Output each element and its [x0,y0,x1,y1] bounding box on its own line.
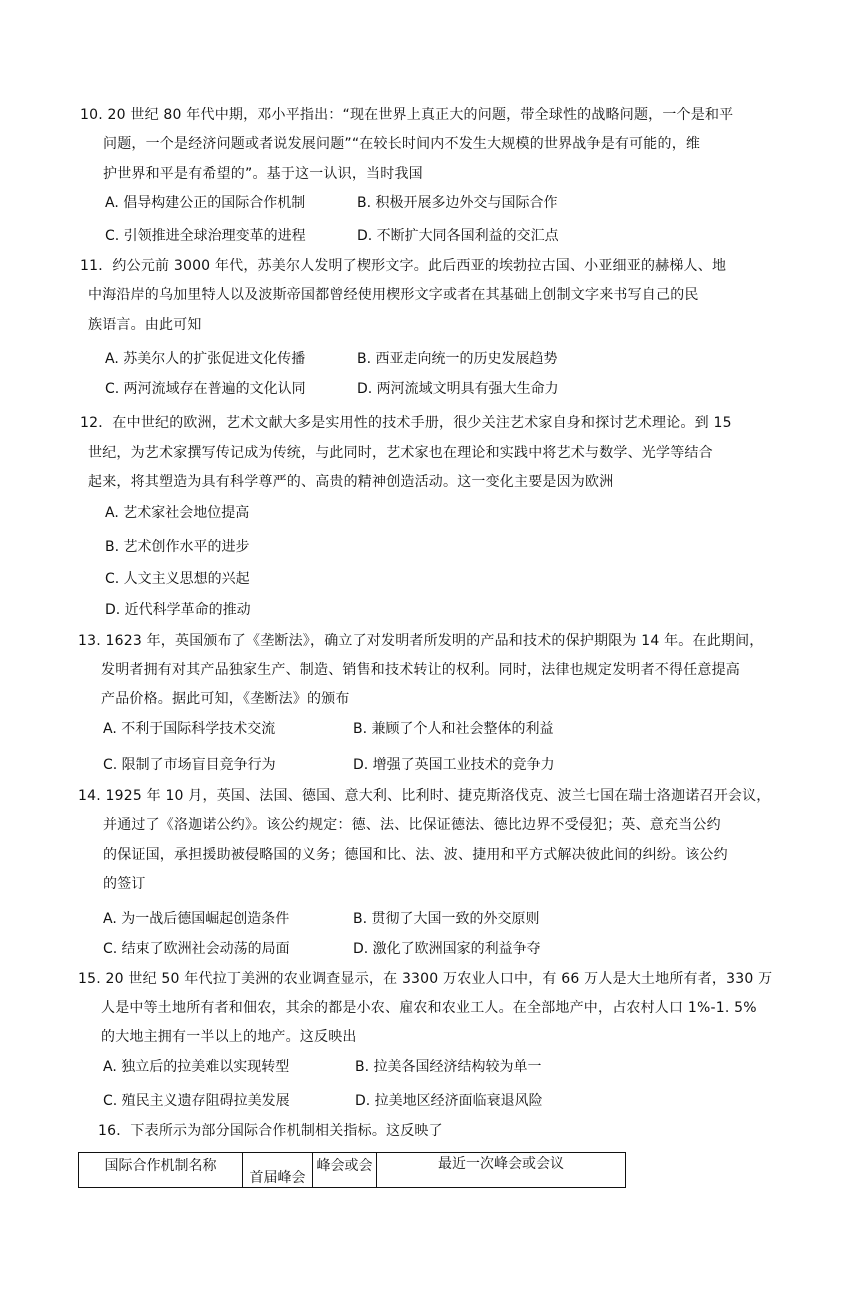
question-12-option-c[interactable]: C. 人文主义思想的兴起 [105,571,250,587]
question-15-option-a[interactable]: A. 独立后的拉美难以实现转型 [103,1059,290,1075]
question-15-option-b[interactable]: B. 拉美各国经济结构较为单一 [355,1059,542,1075]
table-header-summit-or-meeting: 峰会或会 [313,1153,377,1188]
question-13-line-1: 13. 1623 年，英国颁布了《垄断法》，确立了对发明者所发明的产品和技术的保护期限为 14 年。在此期间， [78,633,764,649]
question-11-line-3: 族语言。由此可知 [88,317,202,333]
table-header-row [79,1153,626,1188]
question-12-option-d[interactable]: D. 近代科学革命的推动 [105,602,251,618]
question-14-line-1: 14. 1925 年 10 月，英国、法国、德国、意大利、比利时、捷克斯洛伐克、波兰七国在瑞士洛迦诺召开会议， [78,788,771,804]
question-13-option-c[interactable]: C. 限制了市场盲目竞争行为 [103,757,276,773]
question-14-option-b[interactable]: B. 贯彻了大国一致的外交原则 [353,911,540,927]
question-11-option-c[interactable]: C. 两河流域存在普遍的文化认同 [105,381,306,397]
question-14-line-2: 并通过了《洛迦诺公约》。该公约规定：德、法、比保证德法、德比边界不受侵犯；英、意充当公约 [103,817,721,833]
question-12-option-b[interactable]: B. 艺术创作水平的进步 [105,539,250,555]
question-10-option-c[interactable]: C. 引领推进全球治理变革的进程 [105,228,306,244]
question-15-line-2: 人是中等土地所有者和佃农，其余的都是小农、雇农和农业工人。在全部地产中，占农村人口 1%-1. 5% [101,1000,757,1016]
question-12-line-2: 世纪，为艺术家撰写传记成为传统，与此同时，艺术家也在理论和实践中将艺术与数学、光学等结合 [88,445,713,461]
question-12-line-1: 12．在中世纪的欧洲，艺术文献大多是实用性的技术手册，很少关注艺术家自身和探讨艺术理论。到 15 [80,415,732,431]
question-10-line-2: 问题，一个是经济问题或者说发展问题”“在较长时间内不发生大规模的世界战争是有可能的，维 [103,136,701,152]
question-12-line-3: 起来，将其塑造为具有科学尊严的、高贵的精神创造活动。这一变化主要是因为欧洲 [88,474,614,490]
question-13-option-b[interactable]: B. 兼顾了个人和社会整体的利益 [353,721,554,737]
question-11-option-a[interactable]: A. 苏美尔人的扩张促进文化传播 [105,351,306,367]
question-15-option-d[interactable]: D. 拉美地区经济面临衰退风险 [355,1093,543,1109]
question-15-line-1: 15. 20 世纪 50 年代拉丁美洲的农业调查显示，在 3300 万农业人口中，有 66 万人是大土地所有者，330 万 [78,971,773,987]
question-13-line-3: 产品价格。据此可知，《垄断法》的颁布 [101,691,350,707]
table-header-mechanism-name: 国际合作机制名称 [79,1153,243,1188]
question-13-option-d[interactable]: D. 增强了英国工业技术的竞争力 [353,757,555,773]
question-14-option-a[interactable]: A. 为一战后德国崛起创造条件 [103,911,290,927]
question-10-line-1: 10. 20 世纪 80 年代中期，邓小平指出：“现在世界上真正大的问题，带全球性的战略问题，一个是和平 [80,107,734,123]
cooperation-table [78,1152,626,1188]
question-10-option-d[interactable]: D. 不断扩大同各国利益的交汇点 [357,228,559,244]
question-10-option-b[interactable]: B. 积极开展多边外交与国际合作 [357,195,558,211]
question-11-option-d[interactable]: D. 两河流域文明具有强大生命力 [357,381,559,397]
question-14-line-4: 的签订 [103,876,146,892]
question-14-option-c[interactable]: C. 结束了欧洲社会动荡的局面 [103,941,290,957]
table-header-first-summit: 首届峰会 [243,1153,313,1188]
question-11-line-1: 11．约公元前 3000 年代，苏美尔人发明了楔形文字。此后西亚的埃勃拉古国、小亚细亚的赫梯人、地 [80,258,727,274]
question-10-option-a[interactable]: A. 倡导构建公正的国际合作机制 [105,195,306,211]
question-11-line-2: 中海沿岸的乌加里特人以及波斯帝国都曾经使用楔形文字或者在其基础上创制文字来书写自己的民 [88,287,699,303]
question-13-line-2: 发明者拥有对其产品独家生产、制造、销售和技术转让的权利。同时，法律也规定发明者不得任意提高 [101,662,740,678]
question-15-line-3: 的大地主拥有一半以上的地产。这反映出 [101,1029,357,1045]
question-10-line-3: 护世界和平是有希望的”。基于这一认识，当时我国 [103,166,423,182]
table-header-latest-summit: 最近一次峰会或会议 [377,1153,626,1188]
question-14-line-3: 的保证国，承担援助被侵略国的义务；德国和比、法、波、捷用和平方式解决彼此间的纠纷。该公约 [103,847,728,863]
question-11-option-b[interactable]: B. 西亚走向统一的历史发展趋势 [357,351,558,367]
question-14-option-d[interactable]: D. 激化了欧洲国家的利益争夺 [353,941,541,957]
question-15-option-c[interactable]: C. 殖民主义遗存阻碍拉美发展 [103,1093,290,1109]
question-16-line-1: 16．下表所示为部分国际合作机制相关指标。这反映了 [98,1123,443,1139]
question-13-option-a[interactable]: A. 不利于国际科学技术交流 [103,721,276,737]
question-12-option-a[interactable]: A. 艺术家社会地位提高 [105,505,250,521]
